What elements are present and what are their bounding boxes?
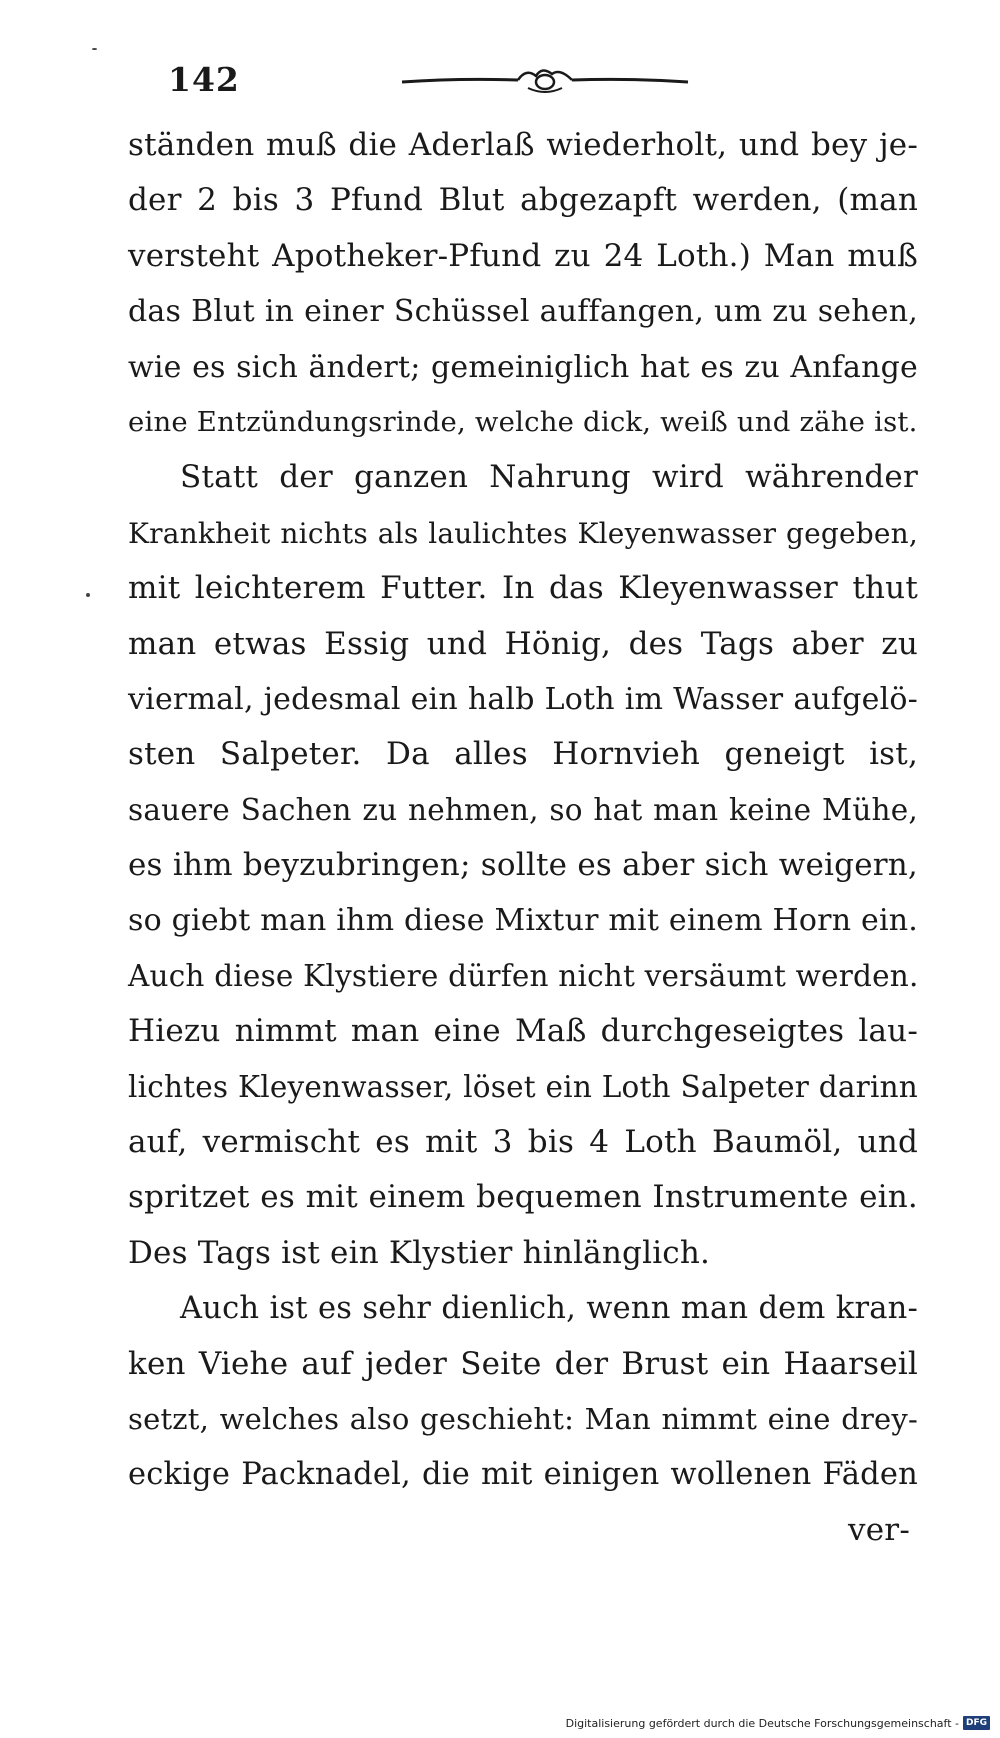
text-line: ken Viehe auf jeder Seite der Brust ein Haarseil xyxy=(128,1345,918,1382)
text-line: Auch diese Klystiere dürfen nicht versäumt werden. xyxy=(128,958,919,993)
text-line: wie es sich ändert; gemeiniglich hat es zu Anfange xyxy=(128,349,918,385)
text-line: auf, vermischt es mit 3 bis 4 Loth Baumöl, und xyxy=(128,1124,918,1161)
text-line: eckige Packnadel, die mit einigen wollenen Fäden xyxy=(128,1457,918,1493)
page-header xyxy=(168,60,848,100)
text-line: viermal, jedesmal ein halb Loth im Wasser aufgelö- xyxy=(128,681,918,717)
text-line: Auch ist es sehr dienlich, wenn man dem kran- xyxy=(180,1291,918,1327)
text-line: Statt der ganzen Nahrung wird währender xyxy=(180,459,918,496)
text-line: lichtes Kleyenwasser, löset ein Loth Salpeter darinn xyxy=(128,1069,918,1104)
text-line: sauere Sachen zu nehmen, so hat man keine Mühe, xyxy=(128,792,918,827)
dfg-logo: DFG xyxy=(963,1716,990,1730)
text-line: spritzet es mit einem bequemen Instrumente ein. xyxy=(128,1179,918,1216)
text-line: so giebt man ihm diese Mixtur mit einem Horn ein. xyxy=(128,903,918,939)
text-line: mit leichterem Futter. In das Kleyenwasser thut xyxy=(128,570,918,607)
text-line: Hiezu nimmt man eine Maß durchgeseigtes lau- xyxy=(128,1013,918,1050)
footer-credit-text: Digitalisierung gefördert durch die Deutsche Forschungsgemeinschaft - xyxy=(565,1716,959,1730)
paper-speck xyxy=(86,593,90,597)
text-line: ständen muß die Aderlaß wiederholt, und bey je- xyxy=(128,127,918,163)
text-line: setzt, welches also geschieht: Man nimmt eine drey- xyxy=(128,1401,918,1436)
text-line: es ihm beyzubringen; sollte es aber sich weigern, xyxy=(128,847,918,884)
text-line: Des Tags ist ein Klystier hinlänglich. xyxy=(128,1234,711,1271)
text-line: Krankheit nichts als laulichtes Kleyenwasser gegeben, xyxy=(128,516,918,550)
paper-speck xyxy=(92,48,97,50)
body-text xyxy=(128,118,918,1558)
text-line: eine Entzündungsrinde, welche dick, weiß und zähe ist. xyxy=(128,405,918,438)
catchword: ver- xyxy=(848,1511,910,1548)
text-line: versteht Apotheker-Pfund zu 24 Loth.) Man muß xyxy=(128,237,918,274)
text-line: man etwas Essig und Hönig, des Tags aber zu xyxy=(128,625,918,662)
footer xyxy=(566,1716,990,1730)
ornament-divider-icon xyxy=(400,62,690,96)
text-line: der 2 bis 3 Pfund Blut abgezapft werden, (man xyxy=(128,182,918,219)
text-line: das Blut in einer Schüssel auffangen, um zu sehen, xyxy=(128,294,918,330)
text-line: sten Salpeter. Da alles Hornvieh geneigt ist, xyxy=(128,736,918,773)
page-number: 142 xyxy=(168,60,240,99)
